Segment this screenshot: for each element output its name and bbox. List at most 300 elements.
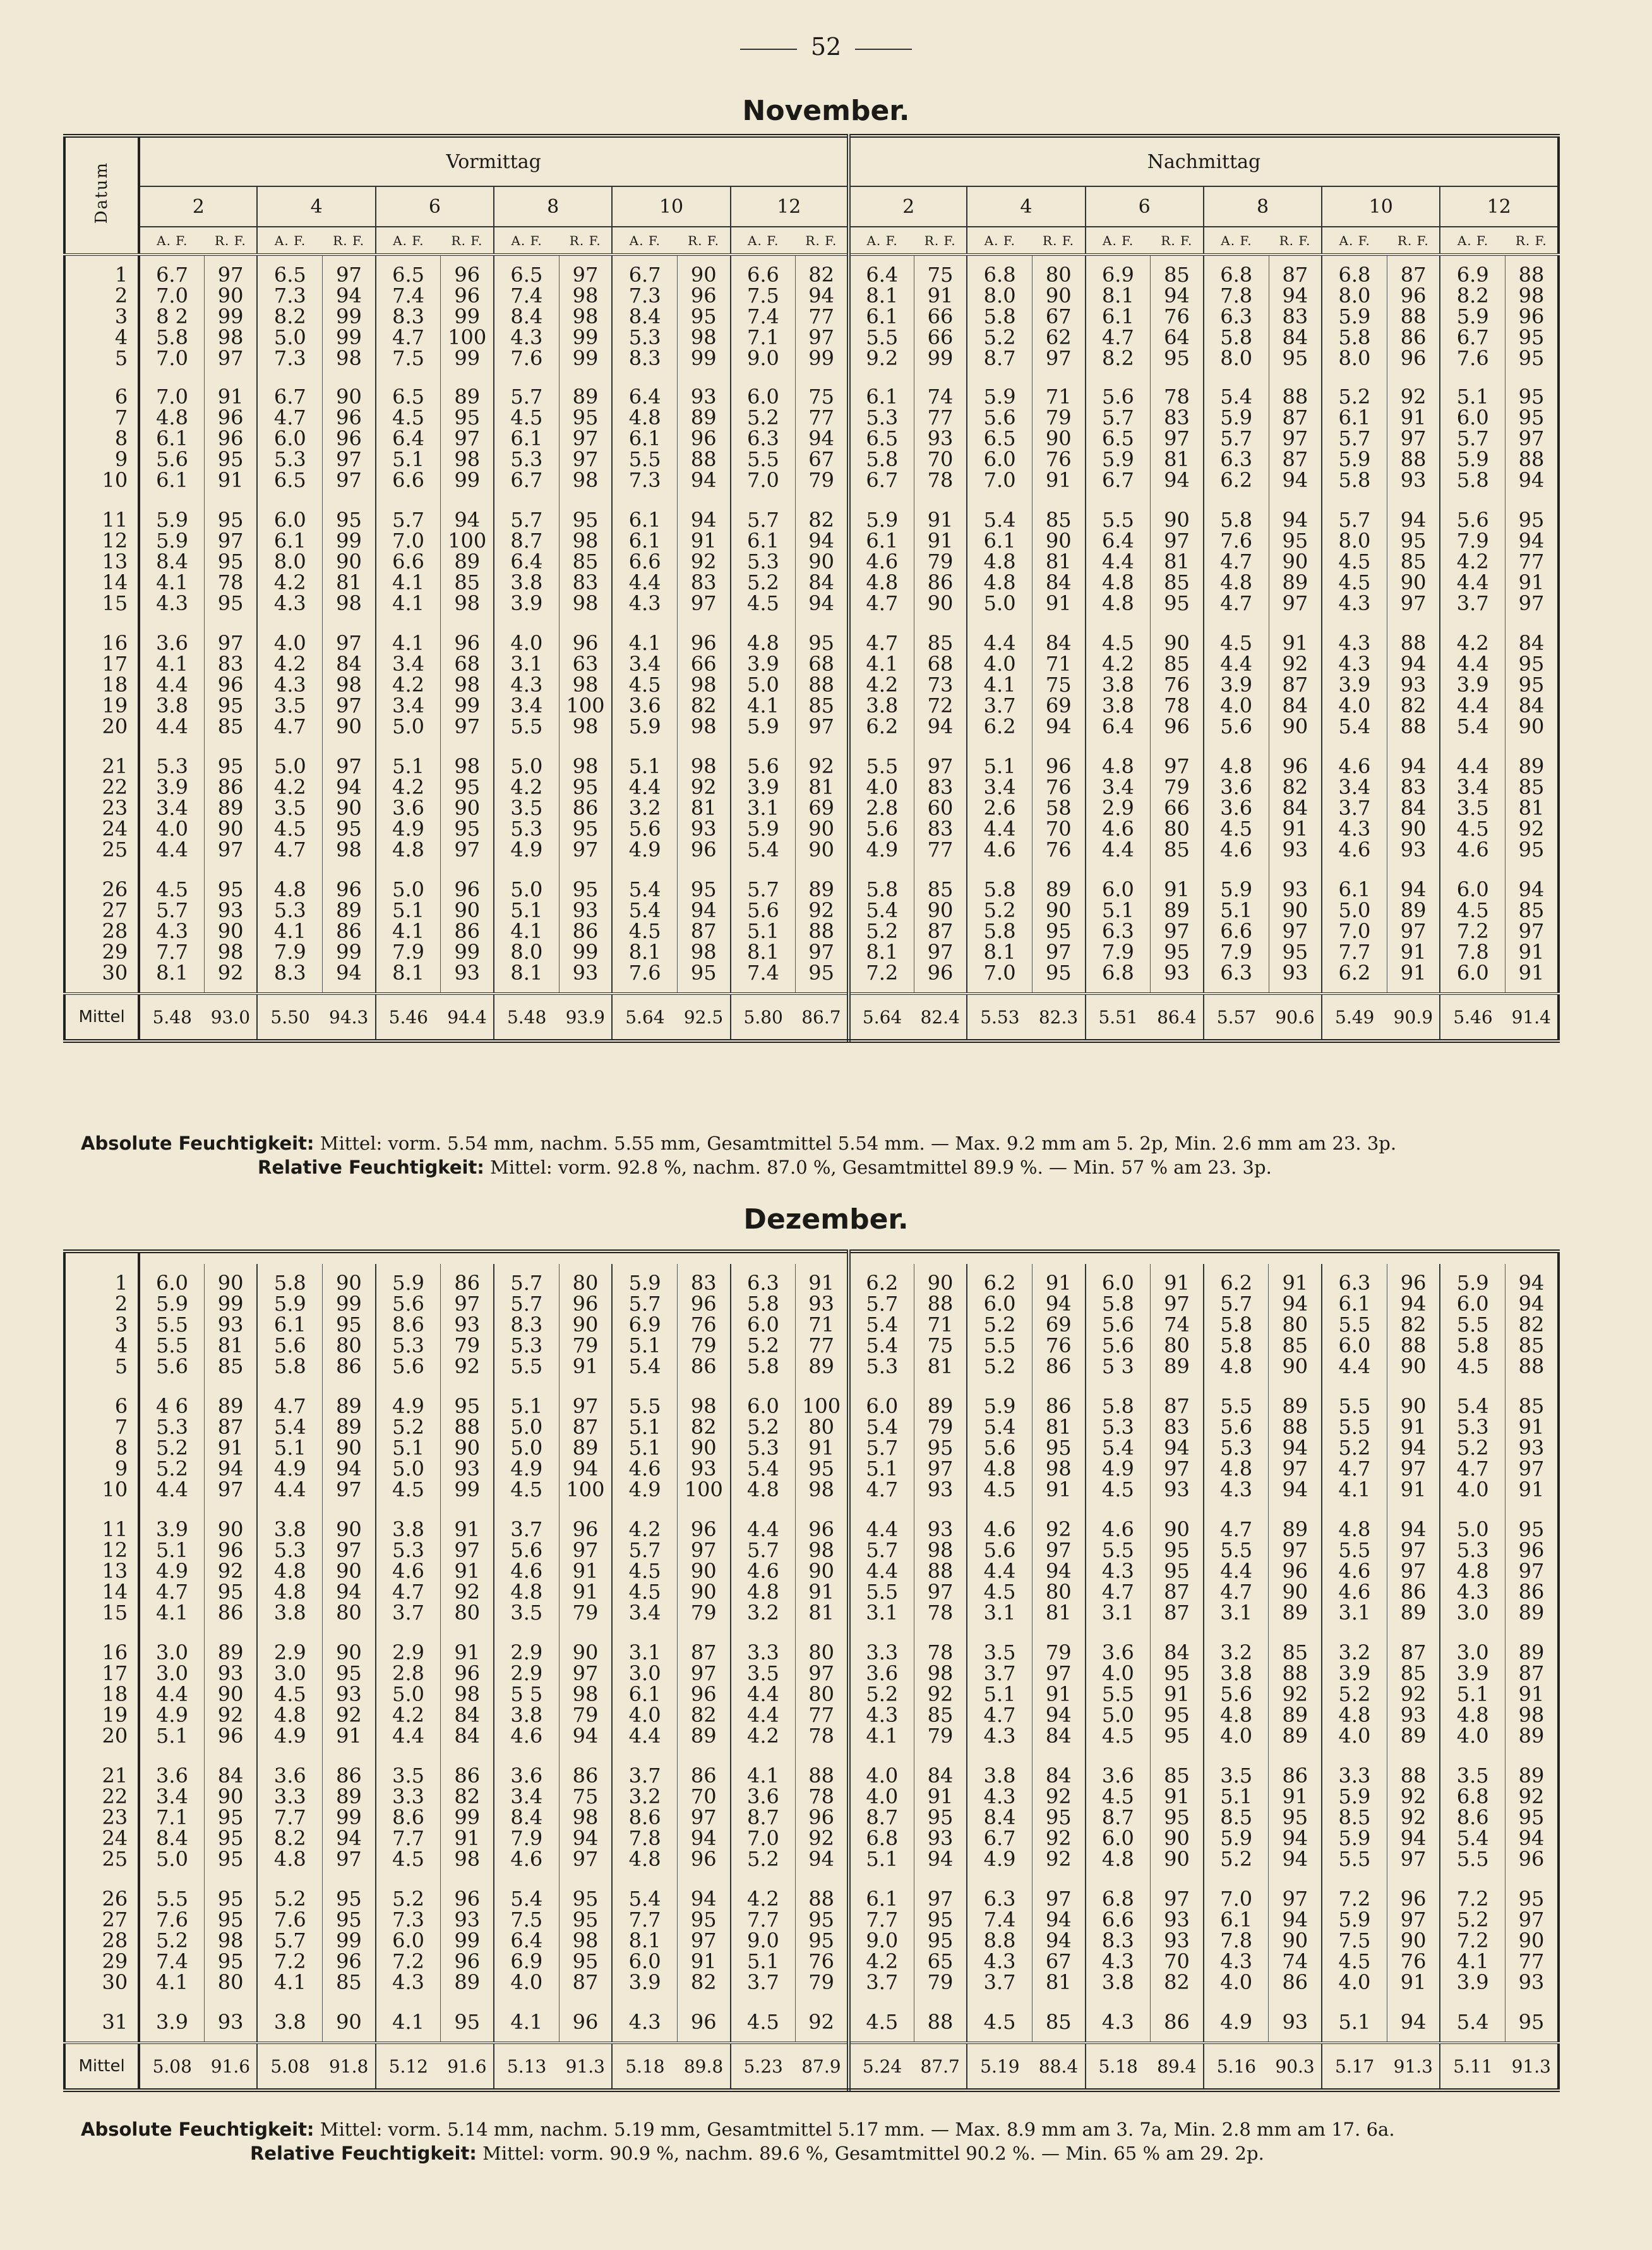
day-numbers: 6 7 8 9 10 <box>64 1387 139 1510</box>
rf-header: R. F. <box>559 227 612 255</box>
rf-values: 98 92 81 93 96 <box>677 747 730 870</box>
day-numbers: 16 17 18 19 20 <box>64 1633 139 1757</box>
rf-values: 90 91 94 97 91 <box>1387 1387 1440 1510</box>
dezember-relative-humidity <box>250 2143 1264 2164</box>
day-numbers: 26 27 28 29 30 <box>64 1880 139 2003</box>
rf-values: 92 97 94 80 81 <box>1032 1510 1085 1633</box>
rf-values: 95 93 90 98 92 <box>204 870 257 994</box>
af-values: 6.8 6.6 8.3 4.3 3.8 <box>1086 1880 1151 2003</box>
af-values: 5.9 5.1 6.6 7.9 6.3 <box>1204 870 1269 994</box>
table-row <box>64 1387 1559 1510</box>
rf-values: 87 83 94 97 93 <box>1151 1387 1204 1510</box>
af-values: 6.9 8.1 6.1 4.7 8.2 <box>1086 255 1151 378</box>
rf-values: 89 87 91 94 97 <box>204 1387 257 1510</box>
af-values: 3.5 6.8 8.6 5.4 5.5 <box>1440 1757 1505 1880</box>
rf-values: 97 83 96 95 85 <box>204 624 257 747</box>
table-row <box>64 870 1559 994</box>
mittel-rf: 92.5 <box>677 994 730 1041</box>
af-values: 4.1 3.4 4.5 3.6 5.9 <box>612 624 677 747</box>
rf-values: 94 <box>1387 2003 1440 2043</box>
af-values: 4.4 3.4 3.5 4.5 4.6 <box>1440 747 1505 870</box>
af-values: 6.1 7.7 9.0 4.2 3.7 <box>849 1880 914 2003</box>
table-row <box>64 378 1559 501</box>
rf-values: 89 95 97 97 98 <box>559 378 612 501</box>
af-values: 5.7 5.7 8.3 5.3 5.5 <box>494 1264 559 1387</box>
november-title: November. <box>742 95 910 127</box>
af-values: 5.4 5.9 5.7 6.3 6.2 <box>1204 378 1269 501</box>
af-header: A. F. <box>748 232 779 248</box>
af-values: 6.0 6.1 8.0 4.2 4.3 <box>257 501 322 624</box>
af-header: A. F. <box>1457 232 1489 248</box>
af-header: A. F. <box>866 232 898 248</box>
af-values: 5.9 5.9 8.4 4.1 4.3 <box>139 501 204 624</box>
af-values: 5.8 5.3 5.4 4.9 4.5 <box>1086 1387 1151 1510</box>
rf-values: 94 95 85 90 97 <box>1387 501 1440 624</box>
af-values: 6.8 8.0 5.8 5.2 8.7 <box>967 255 1032 378</box>
af-values: 3.7 5.6 4.6 4.8 3.5 <box>494 1510 559 1633</box>
mittel-af: 5.24 <box>849 2043 914 2090</box>
af-values: 7.2 5.9 7.5 4.5 4.0 <box>1322 1880 1387 2003</box>
rf-values: 95 94 87 98 95 <box>677 870 730 994</box>
day-numbers: 11 12 13 14 15 <box>64 501 139 624</box>
rf-values: 90 95 95 87 87 <box>1151 1510 1204 1633</box>
rf-values: 94 83 84 90 93 <box>1387 747 1440 870</box>
af-values: 3.8 5.3 4.6 4.7 3.7 <box>376 1510 441 1633</box>
af-values: 4.2 4.4 3.9 4.4 5.4 <box>1440 624 1505 747</box>
af-values: 5.7 5.6 5.1 8.1 7.4 <box>731 870 796 994</box>
rf-header: R. F. <box>1269 227 1322 255</box>
rf-values: 90 88 71 75 81 <box>914 1264 967 1387</box>
af-values: 4.8 5.3 4.1 7.9 8.3 <box>257 870 322 994</box>
rf-values: 97 79 66 80 85 <box>1151 747 1204 870</box>
af-values: 4.5 <box>731 2003 796 2043</box>
rf-values: 88 78 96 92 94 <box>796 1757 849 1880</box>
af-values: 3.0 3.0 4.4 4.9 5.1 <box>139 1633 204 1757</box>
mittel-af: 5.80 <box>731 994 796 1041</box>
rf-values: 89 95 97 98 99 <box>441 378 494 501</box>
rf-values: 95 96 97 86 89 <box>1505 1510 1559 1633</box>
rf-values: 87 96 88 86 96 <box>1387 255 1440 378</box>
af-values: 3.6 4.5 8.7 6.0 4.8 <box>1086 1757 1151 1880</box>
af-values: 3.6 3.4 8.4 7.9 4.6 <box>494 1757 559 1880</box>
rf-values: 91 96 98 84 84 <box>441 1633 494 1757</box>
rf-values: 89 85 81 92 95 <box>1505 747 1559 870</box>
mittel-af: 5.48 <box>494 994 559 1041</box>
rf-values: 89 93 90 92 96 <box>204 1633 257 1757</box>
rf-values: 90 97 90 94 80 <box>323 1510 376 1633</box>
mittel-af: 5.64 <box>612 994 677 1041</box>
af-header: A. F. <box>984 232 1015 248</box>
mittel-af: 5.48 <box>139 994 204 1041</box>
mittel-af: 5.17 <box>1322 2043 1387 2090</box>
af-values: 6.2 5.7 5.4 5.4 5.3 <box>849 1264 914 1387</box>
rf-values: 96 82 84 91 93 <box>1269 747 1322 870</box>
af-values: 4.5 4.4 3.9 4.0 5.6 <box>1204 624 1269 747</box>
af-values: 5.8 5.4 5.2 8.1 7.2 <box>849 870 914 994</box>
rf-values: 96 90 86 99 93 <box>441 870 494 994</box>
af-values: 4.9 <box>1204 2003 1269 2043</box>
rel-label: Relative Feuchtigkeit: <box>250 2143 477 2164</box>
af-values: 4.1 <box>494 2003 559 2043</box>
af-values: 3.6 4.1 4.4 3.8 4.4 <box>139 624 204 747</box>
rf-values: 88 94 93 82 88 <box>1387 624 1440 747</box>
rf-values: 88 87 97 87 94 <box>1269 378 1322 501</box>
rf-values: 96 94 82 88 90 <box>1387 1264 1440 1387</box>
mittel-rf: 90.3 <box>1269 2043 1322 2090</box>
af-values: 6.0 5.1 6.3 7.9 6.8 <box>1086 870 1151 994</box>
rf-values: 96 <box>677 2003 730 2043</box>
af-values: 6.0 5.8 5.6 5.6 5 3 <box>1086 1264 1151 1387</box>
af-values: 5.5 5.5 5.2 4.7 4.1 <box>1322 1387 1387 1510</box>
hour-header-row <box>64 186 1559 227</box>
af-values: 5.2 6.1 5.7 5.9 5.8 <box>1322 378 1387 501</box>
af-values: 5.1 3.4 2.6 4.4 4.6 <box>967 747 1032 870</box>
rf-values: 91 94 80 85 90 <box>1269 1264 1322 1387</box>
af-values: 6.8 8.0 5.9 5.8 8.0 <box>1322 255 1387 378</box>
af-values: 3.6 4.0 5.5 5.0 4.5 <box>1086 1633 1151 1757</box>
rf-values: 78 98 92 85 79 <box>914 1633 967 1757</box>
mittel-rf: 91.4 <box>1505 994 1559 1041</box>
table-row <box>64 501 1559 624</box>
rf-values: 88 98 96 95 95 <box>1505 255 1559 378</box>
af-values: 4.0 4.0 8.7 6.8 5.1 <box>849 1757 914 1880</box>
rf-values: 86 81 95 98 91 <box>1032 1387 1085 1510</box>
rf-values: 84 95 91 95 95 <box>1151 1633 1204 1757</box>
day-numbers: 16 17 18 19 20 <box>64 624 139 747</box>
mittel-rf: 87.7 <box>914 2043 967 2090</box>
af-values: 5.1 6.0 5.7 5.9 5.8 <box>1440 378 1505 501</box>
abs-text: Mittel: vorm. 5.54 mm, nachm. 5.55 mm, Gesamtmittel 5.54 mm. — Max. 9.2 mm am 5. 2p, Min. 2.6 mm am 23. 3p. <box>320 1133 1397 1154</box>
rf-values: 95 <box>1505 2003 1559 2043</box>
af-values: 6.7 7.0 8 2 5.8 7.0 <box>139 255 204 378</box>
af-header: A. F. <box>274 232 306 248</box>
rf-values: 95 97 90 77 93 <box>1505 1880 1559 2003</box>
mittel-rf: 93.0 <box>204 994 257 1041</box>
af-values: 5.5 5.6 5.3 4.8 4.3 <box>1204 1387 1269 1510</box>
af-values: 3.0 3.9 5.1 4.8 4.0 <box>1440 1633 1505 1757</box>
rf-values: 94 95 90 89 97 <box>1269 501 1322 624</box>
rf-values: 84 92 95 92 92 <box>1032 1757 1085 1880</box>
af-values: 6.9 8.2 5.9 6.7 7.6 <box>1440 255 1505 378</box>
af-values: 5.8 5.9 6.1 5.6 5.8 <box>257 1264 322 1387</box>
rf-header: R. F. <box>1151 227 1204 255</box>
rf-values: 87 97 96 82 89 <box>677 1633 730 1757</box>
rf-values: 96 89 86 99 94 <box>323 870 376 994</box>
af-header: A. F. <box>1221 232 1252 248</box>
table-row <box>64 624 1559 747</box>
af-values: 4.3 <box>1086 2003 1151 2043</box>
mittel-rf: 89.4 <box>1151 2043 1204 2090</box>
table-row <box>64 1757 1559 1880</box>
rf-values: 95 95 98 95 80 <box>204 1880 257 2003</box>
table-row <box>64 747 1559 870</box>
rf-values: 80 90 67 62 97 <box>1032 255 1085 378</box>
rf-header: R. F. <box>1505 227 1559 255</box>
rf-values: 97 84 98 97 90 <box>323 624 376 747</box>
rf-values: 80 96 90 79 91 <box>559 1264 612 1387</box>
mittel-af: 5.53 <box>967 994 1032 1041</box>
af-values: 3.2 3.9 5.2 4.8 4.0 <box>1322 1633 1387 1757</box>
rf-values: 90 99 95 80 86 <box>323 1264 376 1387</box>
rf-values: 85 <box>1032 2003 1085 2043</box>
af-values: 5.8 5.2 5.8 8.1 7.0 <box>967 870 1032 994</box>
rf-values: 94 100 89 85 98 <box>441 501 494 624</box>
hour-header: 4 <box>257 186 375 227</box>
af-values: 6.0 5.4 5.7 5.1 4.7 <box>849 1387 914 1510</box>
af-values: 2.9 2.9 5 5 3.8 4.6 <box>494 1633 559 1757</box>
af-values: 5.1 4.4 3.2 5.6 4.9 <box>612 747 677 870</box>
rf-values: 97 98 98 99 99 <box>559 255 612 378</box>
af-values: 3.9 5.1 4.9 4.7 4.1 <box>139 1510 204 1633</box>
af-values: 3.8 5.3 4.8 4.8 3.8 <box>257 1510 322 1633</box>
vormittag-header: Vormittag <box>139 136 849 186</box>
af-values: 3.5 3.3 8.6 7.7 4.5 <box>376 1757 441 1880</box>
mittel-rf: 90.6 <box>1269 994 1322 1041</box>
mittel-af: 5.46 <box>1440 994 1505 1041</box>
af-values: 5.4 5.4 4.5 8.1 7.6 <box>612 870 677 994</box>
hour-header: 12 <box>731 186 849 227</box>
af-values: 4.8 3.6 3.6 4.5 4.6 <box>1204 747 1269 870</box>
mittel-rf: 86.4 <box>1151 994 1204 1041</box>
rf-header: R. F. <box>323 227 376 255</box>
af-values: 6.6 7.5 7.4 7.1 9.0 <box>731 255 796 378</box>
af-values: 4.2 5.7 4.5 4.5 3.4 <box>612 1510 677 1633</box>
rf-values: 97 95 95 65 79 <box>914 1880 967 2003</box>
af-values: 6.3 7.4 8.8 4.3 3.7 <box>967 1880 1032 2003</box>
mittel-rf: 87.9 <box>796 2043 849 2090</box>
abs-label: Absolute Feuchtigkeit: <box>81 2119 314 2140</box>
rf-values: 91 93 71 77 89 <box>796 1264 849 1387</box>
rf-header: R. F. <box>796 227 849 255</box>
rf-values: 96 63 98 100 98 <box>559 624 612 747</box>
dezember-title: Dezember. <box>743 1203 909 1236</box>
rf-values: 96 97 90 76 91 <box>1387 1880 1440 2003</box>
rf-values: 90 85 76 78 96 <box>1151 624 1204 747</box>
mittel-rf: 91.6 <box>441 2043 494 2090</box>
mittel-row <box>64 994 1559 1041</box>
rf-values: 94 97 97 86 89 <box>1387 1510 1440 1633</box>
af-values: 4.1 3.6 8.7 7.0 5.2 <box>731 1757 796 1880</box>
mittel-rf: 82.4 <box>914 994 967 1041</box>
af-values: 6.2 6.0 5.2 5.5 5.2 <box>967 1264 1032 1387</box>
rf-values: 74 77 93 70 78 <box>914 378 967 501</box>
af-values: 4.8 5.5 4.6 4.6 3.1 <box>1322 1510 1387 1633</box>
af-values: 2.9 3.0 4.5 4.8 4.9 <box>257 1633 322 1757</box>
af-values: 5.3 3.9 3.4 4.0 4.4 <box>139 747 204 870</box>
rf-values: 90 97 81 85 95 <box>1151 501 1204 624</box>
mittel-label: Mittel <box>64 994 139 1041</box>
af-values: 6.0 5.9 5.5 5.5 5.6 <box>139 1264 204 1387</box>
rf-values: 91 92 87 84 90 <box>1269 624 1322 747</box>
rf-values: 91 97 91 92 80 <box>441 1510 494 1633</box>
rf-values: 88 95 95 76 79 <box>796 1880 849 2003</box>
rel-text: Mittel: vorm. 92.8 %, nachm. 87.0 %, Gesamtmittel 89.9 %. — Min. 57 % am 23. 3p. <box>490 1157 1272 1178</box>
rf-values: 91 96 96 95 91 <box>204 378 257 501</box>
af-values: 5.1 <box>1322 2003 1387 2043</box>
af-header: A. F. <box>1103 232 1134 248</box>
rf-values: 98 95 90 95 97 <box>441 747 494 870</box>
mittel-af: 5.57 <box>1204 994 1269 1041</box>
af-values: 4.4 5.7 4.4 5.5 3.1 <box>849 1510 914 1633</box>
mittel-rf: 90.9 <box>1387 994 1440 1041</box>
rf-values: 97 83 60 83 77 <box>914 747 967 870</box>
table-row <box>64 1633 1559 1757</box>
rf-values: 90 95 93 92 91 <box>323 1633 376 1757</box>
rf-values: 79 97 91 94 84 <box>1032 1633 1085 1757</box>
day-numbers: 11 12 13 14 15 <box>64 1510 139 1633</box>
dezember-table <box>63 1249 1560 2092</box>
rf-values: 95 95 97 88 94 <box>1505 378 1559 501</box>
af-values: 5.7 6.1 5.3 5.2 4.5 <box>731 501 796 624</box>
af-values: 5.5 4.0 2.8 5.6 4.9 <box>849 747 914 870</box>
af-values: 6.5 7.4 8.3 4.7 7.5 <box>376 255 441 378</box>
mittel-rf: 88.4 <box>1032 2043 1085 2090</box>
rf-values: 96 68 98 99 97 <box>441 624 494 747</box>
af-values: 4.9 5.2 5.1 5.0 4.5 <box>376 1387 441 1510</box>
november-absolute-humidity <box>81 1133 1396 1154</box>
rf-values: 89 79 95 97 93 <box>914 1387 967 1510</box>
af-values: 4.7 5.4 5.1 4.9 4.4 <box>257 1387 322 1510</box>
af-values: 5.6 5.7 6.5 5.9 6.7 <box>1086 378 1151 501</box>
rf-values: 85 94 76 64 95 <box>1151 255 1204 378</box>
af-values: 4.6 3.4 3.7 4.3 4.6 <box>1322 747 1387 870</box>
af-values: 5.8 7.6 4.7 4.8 4.7 <box>1204 501 1269 624</box>
af-values: 5.4 <box>1440 2003 1505 2043</box>
af-values: 5.1 4.2 3.6 4.9 4.8 <box>376 747 441 870</box>
rf-values: 89 87 91 98 89 <box>1505 1633 1559 1757</box>
af-values: 7.0 6.1 7.8 4.3 4.0 <box>1204 1880 1269 2003</box>
day-numbers: 1 2 3 4 5 <box>64 255 139 378</box>
rf-values: 91 97 74 80 89 <box>1151 1264 1204 1387</box>
rf-values: 90 96 95 98 99 <box>677 255 730 378</box>
af-values: 4.4 4.0 4.1 3.7 6.2 <box>967 624 1032 747</box>
table-row <box>64 1880 1559 2003</box>
af-values: 4.8 3.9 5.0 4.1 5.9 <box>731 624 796 747</box>
af-values: 3.7 3.2 8.6 7.8 4.8 <box>612 1757 677 1880</box>
rf-values: 84 71 75 69 94 <box>1032 624 1085 747</box>
af-header: A. F. <box>157 232 188 248</box>
rf-values: 89 89 90 94 97 <box>323 1387 376 1510</box>
mittel-rf: 91.3 <box>1387 2043 1440 2090</box>
rf-header: R. F. <box>677 227 730 255</box>
rf-values: 89 88 94 97 94 <box>1269 1387 1322 1510</box>
af-values: 3.1 3.0 6.1 4.0 4.4 <box>612 1633 677 1757</box>
rf-values: 91 89 97 95 93 <box>1151 870 1204 994</box>
rf-values: 97 94 90 95 98 <box>323 747 376 870</box>
af-values: 6.7 7.3 8.4 5.3 8.3 <box>612 255 677 378</box>
mittel-af: 5.23 <box>731 2043 796 2090</box>
af-values: 4 6 5.3 5.2 5.2 4.4 <box>139 1387 204 1510</box>
rf-values: 86 82 99 91 98 <box>441 1757 494 1880</box>
rf-values: 86 89 99 94 97 <box>323 1757 376 1880</box>
rf-values: 95 93 86 99 93 <box>559 870 612 994</box>
rf-values: 95 68 88 85 97 <box>796 624 849 747</box>
af-values: 5.4 5.3 5.2 4.7 4.0 <box>1440 1387 1505 1510</box>
mittel-rf: 91.6 <box>204 2043 257 2090</box>
november-relative-humidity <box>258 1157 1272 1178</box>
af-values: 6.5 7.3 8.2 5.0 7.3 <box>257 255 322 378</box>
rf-values: 86 70 97 94 96 <box>677 1757 730 1880</box>
af-values: 5.0 5.1 4.1 8.0 8.1 <box>494 870 559 994</box>
af-values: 6.3 6.1 5.5 6.0 4.4 <box>1322 1264 1387 1387</box>
mittel-af: 5.18 <box>1086 2043 1151 2090</box>
page-number: 52 <box>0 33 1652 61</box>
af-header: A. F. <box>1339 232 1370 248</box>
day-numbers: 1 2 3 4 5 <box>64 1264 139 1387</box>
af-values: 5.0 4.2 3.5 5.3 4.9 <box>494 747 559 870</box>
rf-values: 96 98 90 91 81 <box>796 1510 849 1633</box>
day-numbers: 6 7 8 9 10 <box>64 378 139 501</box>
rf-values: 97 90 99 98 97 <box>204 255 257 378</box>
rf-header: R. F. <box>1387 227 1440 255</box>
af-values: 4.5 5.7 4.3 7.7 8.1 <box>139 870 204 994</box>
af-values: 6.1 5.0 7.0 7.7 6.2 <box>1322 870 1387 994</box>
rf-values: 75 91 66 66 99 <box>914 255 967 378</box>
rf-values: 93 <box>204 2003 257 2043</box>
rf-values: 87 85 92 93 89 <box>1387 1633 1440 1757</box>
rf-values: 95 <box>441 2003 494 2043</box>
af-values: 3.5 5.1 8.5 5.9 5.2 <box>1204 1757 1269 1880</box>
af-values: 5.7 7.0 6.6 4.1 4.1 <box>376 501 441 624</box>
dezember-absolute-humidity <box>81 2119 1395 2140</box>
af-values: 5.6 3.9 3.1 5.9 5.4 <box>731 747 796 870</box>
af-values: 5.9 6.0 5.5 5.8 4.5 <box>1440 1264 1505 1387</box>
af-values: 3.6 3.4 7.1 8.4 5.0 <box>139 1757 204 1880</box>
mittel-row <box>64 2043 1559 2090</box>
af-values: 4.8 3.4 2.9 4.6 4.4 <box>1086 747 1151 870</box>
af-values: 6.4 4.8 6.1 5.5 7.3 <box>612 378 677 501</box>
hour-header: 6 <box>1086 186 1204 227</box>
rf-values: 86 75 98 94 97 <box>559 1757 612 1880</box>
af-values: 4.0 3.1 4.3 3.4 5.5 <box>494 624 559 747</box>
rf-values: 82 94 77 97 99 <box>796 255 849 378</box>
mittel-af: 5.51 <box>1086 994 1151 1041</box>
af-values: 5.9 5.7 6.9 5.1 5.4 <box>612 1264 677 1387</box>
af-values: 5.5 6.4 4.4 4.8 4.8 <box>1086 501 1151 624</box>
nachmittag-header: Nachmittag <box>849 136 1559 186</box>
day-numbers: 21 22 23 24 25 <box>64 747 139 870</box>
mittel-af: 5.18 <box>612 2043 677 2090</box>
af-values: 3.5 3.7 5.1 4.7 4.3 <box>967 1633 1032 1757</box>
af-values: 6.5 4.5 6.4 5.1 6.6 <box>376 378 441 501</box>
af-values: 4.3 <box>612 2003 677 2043</box>
mittel-af: 5.50 <box>257 994 322 1041</box>
rf-values: 92 81 69 90 90 <box>796 747 849 870</box>
rf-values: 84 95 95 84 90 <box>1505 624 1559 747</box>
af-values: 3.6 3.3 7.7 8.2 4.8 <box>257 1757 322 1880</box>
mittel-af: 5.49 <box>1322 994 1387 1041</box>
hour-header: 2 <box>849 186 967 227</box>
rf-values: 95 88 90 93 99 <box>441 1387 494 1510</box>
af-values: 4.5 4.2 3.8 3.8 6.4 <box>1086 624 1151 747</box>
af-values: 4.6 5.6 4.4 4.5 3.1 <box>967 1510 1032 1633</box>
rf-values: 98 82 90 93 100 <box>677 1387 730 1510</box>
af-values: 5.9 6.1 4.6 4.8 4.7 <box>849 501 914 624</box>
rf-values: 90 96 92 95 86 <box>204 1510 257 1633</box>
subheader-row <box>64 227 1559 255</box>
af-values: 2.9 2.8 5.0 4.2 4.4 <box>376 1633 441 1757</box>
rf-values: 83 96 76 79 86 <box>677 1264 730 1387</box>
rf-values: 95 86 89 90 97 <box>204 747 257 870</box>
af-values: 6.0 4.5 7.2 7.8 6.0 <box>1440 870 1505 994</box>
af-values: 6.2 5.7 5.8 5.8 4.8 <box>1204 1264 1269 1387</box>
rf-values: 85 91 95 90 90 <box>1151 1757 1204 1880</box>
af-values: 4.5 <box>967 2003 1032 2043</box>
rf-values: 90 <box>323 2003 376 2043</box>
rf-values: 95 94 77 91 97 <box>1505 501 1559 624</box>
rf-values: 85 68 73 72 94 <box>914 624 967 747</box>
af-header: A. F. <box>629 232 661 248</box>
